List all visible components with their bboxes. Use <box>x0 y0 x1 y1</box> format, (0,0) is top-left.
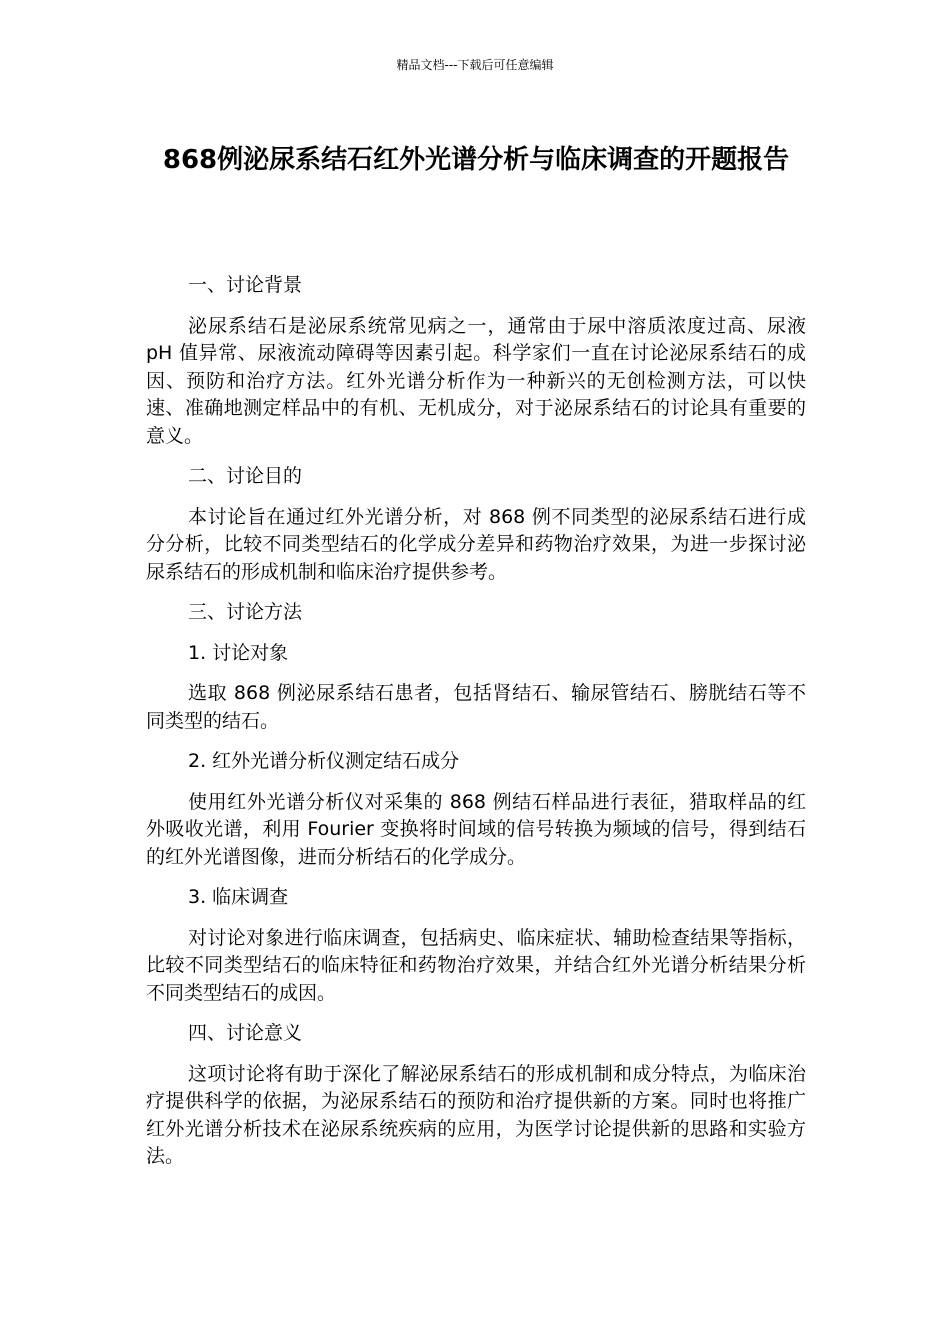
subsection-heading: 1. 讨论对象 <box>188 641 289 664</box>
paragraph: 选取 868 例泌尿系结石患者，包括肾结石、输尿管结石、膀胱结石等不同类型的结石。 <box>146 682 806 732</box>
section-heading: 二、讨论目的 <box>188 465 303 487</box>
page-header: 精品文档---下载后可任意编辑 <box>396 58 554 72</box>
section-heading: 一、讨论背景 <box>188 274 303 296</box>
section-heading: 四、讨论意义 <box>188 1022 303 1044</box>
section-heading: 三、讨论方法 <box>188 601 303 623</box>
subsection-heading: 2. 红外光谱分析仪测定结石成分 <box>188 750 460 772</box>
section-purpose <box>146 463 806 586</box>
paragraph: 这项讨论将有助于深化了解泌尿系结石的形成机制和成分特点，为临床治疗提供科学的依据，为泌尿系结石的预防和治疗提供新的方案。同时也将推广红外光谱分析技术在泌尿系统疾病的应用，为医学讨论提供新的思路和实验方法。 <box>146 1062 806 1167</box>
paragraph: 泌尿系结石是泌尿系统常见病之一，通常由于尿中溶质浓度过高、尿液 pH 值异常、尿液流动障碍等因素引起。科学家们一直在讨论泌尿系结石的成因、预防和治疗方法。红外光谱分析作为一种新兴的无创检测方法，可以快速、准确地测定样品中的有机、无机成分，对于泌尿系结石的讨论具有重要的意义。 <box>146 314 806 447</box>
section-methods <box>146 599 806 1007</box>
document-title: 868例泌尿系结石红外光谱分析与临床调查的开题报告 <box>162 145 790 175</box>
document-body <box>146 272 806 1184</box>
paragraph: 使用红外光谱分析仪对采集的 868 例结石样品进行表征，猎取样品的红外吸收光谱，利用 Fourier 变换将时间域的信号转换为频域的信号，得到结石的红外光谱图像，进而分析结石的化学成分。 <box>146 790 806 868</box>
subsection-heading: 3. 临床调查 <box>188 886 289 908</box>
paragraph: 本讨论旨在通过红外光谱分析，对 868 例不同类型的泌尿系结石进行成分分析，比较不同类型结石的化学成分差异和药物治疗效果，为进一步探讨泌尿系结石的形成机制和临床治疗提供参考。 <box>146 505 806 583</box>
paragraph: 对讨论对象进行临床调查，包括病史、临床症状、辅助检查结果等指标，比较不同类型结石的临床特征和药物治疗效果，并结合红外光谱分析结果分析不同类型结石的成因。 <box>146 926 806 1004</box>
section-background <box>146 272 806 450</box>
section-significance <box>146 1020 806 1171</box>
